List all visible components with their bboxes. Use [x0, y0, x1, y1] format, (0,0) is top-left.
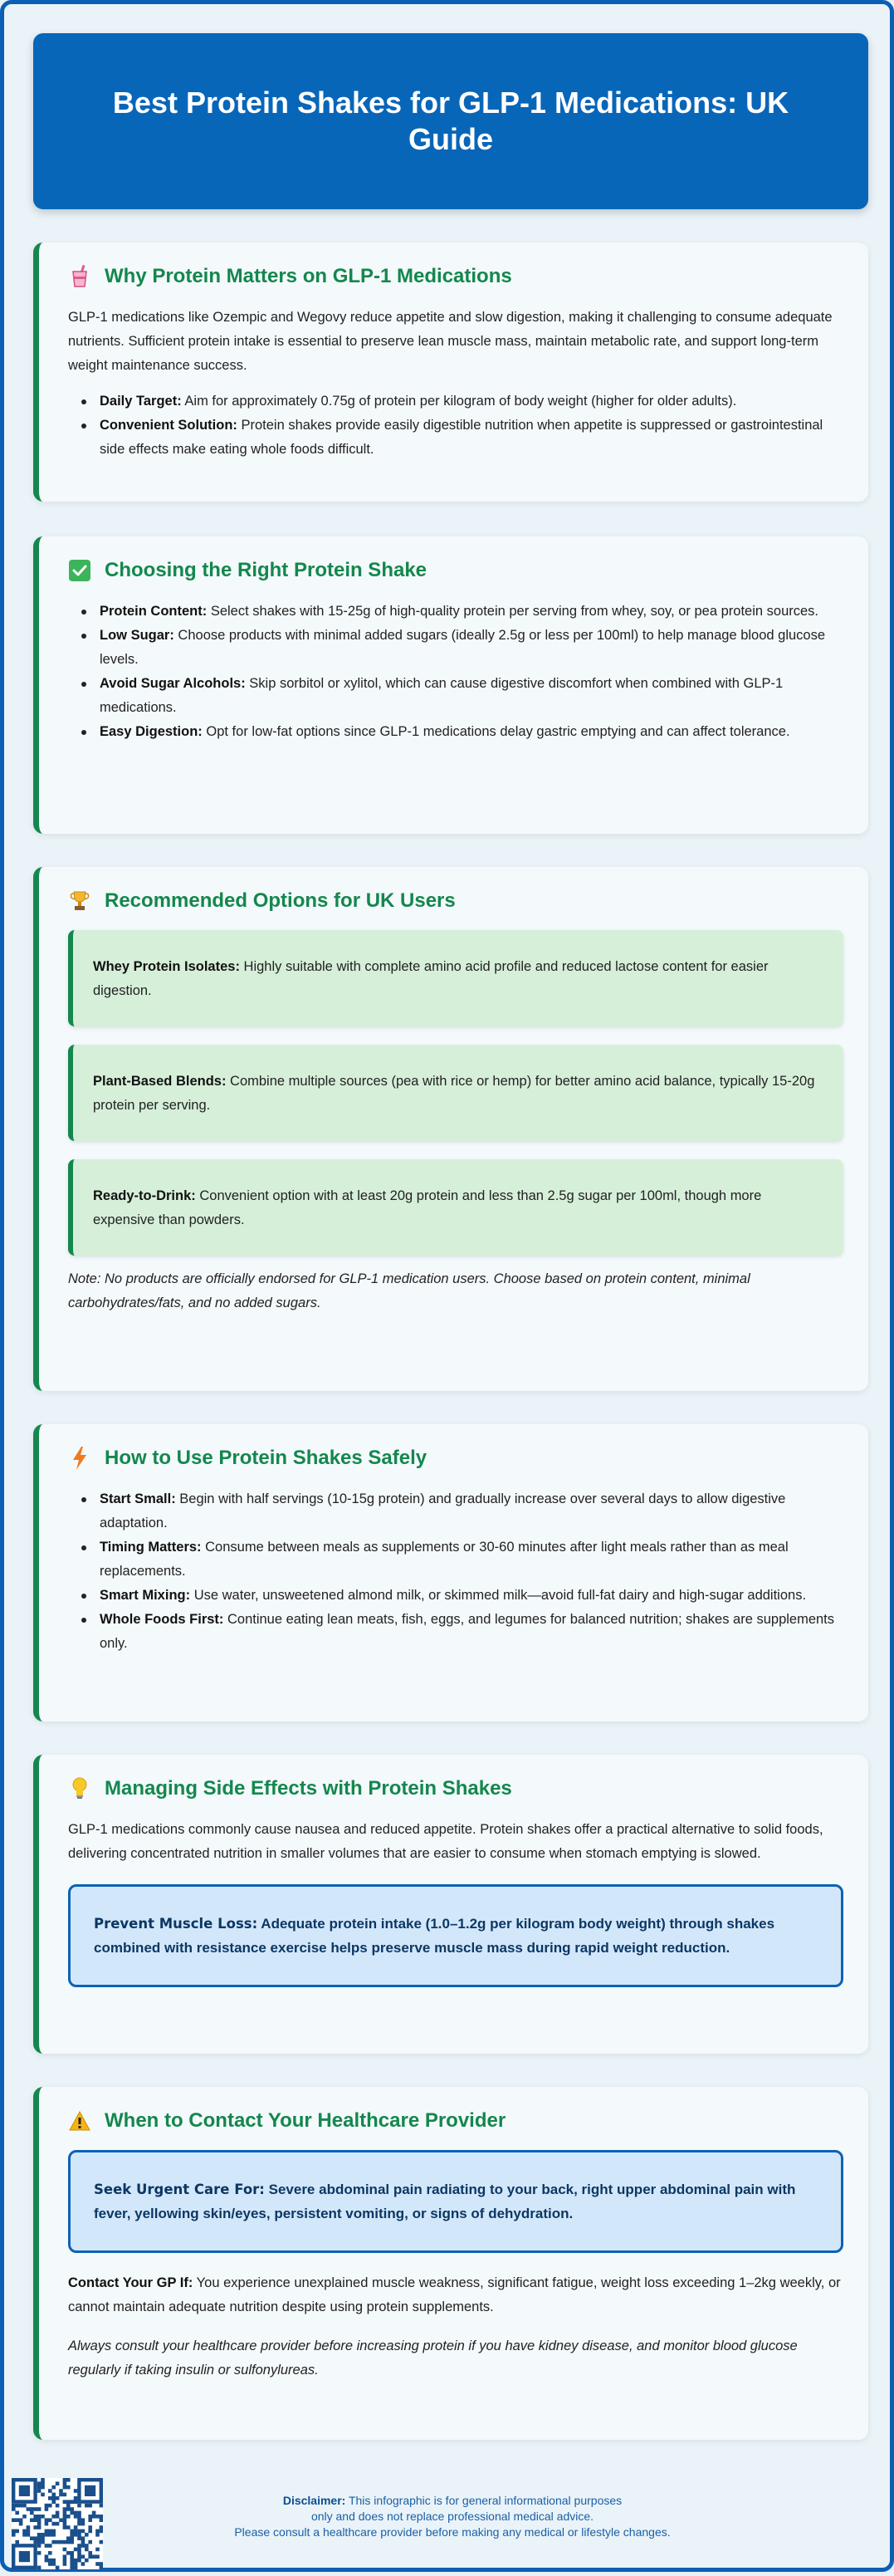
item-label: Timing Matters: [100, 1540, 202, 1555]
section-intro: GLP-1 medications commonly cause nausea and reduced appetite. Protein shakes offer a practical alternative to solid foods, delivering concentrated nutrition in smaller volumes that are easier to consume when stomach emptying is slowed. [68, 1822, 823, 1861]
bullet-list [68, 1487, 843, 1656]
item-text: Select shakes with 15-25g of high-quality protein per serving from whey, soy, or pea protein sources. [207, 604, 819, 619]
option-text: Combine multiple sources (pea with rice or hemp) for better amino acid balance, typically 15-20g protein per serving. [93, 1074, 815, 1113]
list-item [68, 414, 843, 462]
item-text: Choose products with minimal added sugars (ideally 2.5g or less per 100ml) to help manage blood glucose levels. [100, 628, 826, 667]
section-recommended [33, 867, 868, 1391]
item-label: Protein Content: [100, 604, 208, 619]
item-label: Avoid Sugar Alcohols: [100, 676, 246, 691]
bullet-list [68, 389, 843, 462]
trophy-icon [68, 889, 91, 913]
item-label: Daily Target: [100, 394, 182, 409]
section-title: Recommended Options for UK Users [105, 889, 456, 912]
option-label: Ready-to-Drink: [93, 1188, 196, 1203]
item-text: Skip sorbitol or xylitol, which can cause digestive discomfort when combined with GLP-1 medications. [100, 676, 784, 715]
item-text: Use water, unsweetened almond milk, or skimmed milk—avoid full-fat dairy and high-sugar additions. [190, 1588, 807, 1603]
gp-contact-text [68, 2271, 843, 2319]
qr-code-icon[interactable] [12, 2478, 103, 2569]
option-text: Highly suitable with complete amino acid profile and reduced lactose content for easier digestion. [93, 959, 769, 998]
item-text: Aim for approximately 0.75g of protein per kilogram of body weight (higher for older adults). [181, 394, 737, 409]
section-note: Always consult your healthcare provider before increasing protein if you have kidney disease, and monitor blood glucose regularly if taking insulin or sulfonylureas. [68, 2338, 798, 2378]
list-item [68, 1584, 843, 1608]
section-title: Why Protein Matters on GLP-1 Medications [105, 265, 512, 287]
callout-label: Prevent Muscle Loss: [94, 1916, 258, 1932]
footer [4, 2466, 894, 2576]
section-title: How to Use Protein Shakes Safely [105, 1447, 427, 1469]
section-header [68, 887, 843, 915]
gp-label: Contact Your GP If: [68, 2275, 193, 2290]
section-header [68, 1444, 843, 1472]
item-label: Convenient Solution: [100, 418, 237, 433]
disclaimer-line: only and does not replace professional medical advice. [310, 2510, 594, 2523]
item-text: Continue eating lean meats, fish, eggs, and legumes for balanced nutrition; shakes are supplements only. [100, 1612, 835, 1651]
list-item [68, 624, 843, 672]
disclaimer-label: Disclaimer: [282, 2494, 346, 2507]
section-title: Choosing the Right Protein Shake [105, 559, 427, 581]
list-item [68, 1535, 843, 1584]
option-label: Whey Protein Isolates: [93, 959, 240, 974]
bullet-list [68, 600, 843, 744]
section-why-protein [33, 242, 868, 502]
option-card [68, 930, 843, 1026]
urgent-care-callout [68, 2150, 843, 2253]
section-header [68, 262, 843, 291]
warning-icon [68, 2109, 91, 2133]
item-text: Begin with half servings (10-15g protein) and gradually increase over several days to allow digestive adaptation. [100, 1491, 786, 1530]
section-note: Note: No products are officially endorsed for GLP-1 medication users. Choose based on protein content, minimal carbohydrates/fats, and no added sugars. [68, 1271, 750, 1310]
item-label: Easy Digestion: [100, 724, 203, 739]
section-side-effects [33, 1755, 868, 2054]
section-header [68, 556, 843, 585]
list-item [68, 600, 843, 624]
option-card [68, 1159, 843, 1256]
item-text: Consume between meals as supplements or 30-60 minutes after light meals rather than as meal replacements. [100, 1540, 789, 1579]
section-contact-provider [33, 2087, 868, 2440]
page-title: Best Protein Shakes for GLP-1 Medications: UK Guide [112, 86, 789, 156]
disclaimer-line: This infographic is for general informational purposes [345, 2494, 623, 2507]
item-text: Opt for low-fat options since GLP-1 medications delay gastric emptying and can affect tolerance. [202, 724, 790, 739]
section-intro: GLP-1 medications like Ozempic and Wegovy reduce appetite and slow digestion, making it challenging to consume adequate nutrients. Sufficient protein intake is essential to preserve lean muscle mass, maintain metabolic rate, and support long-term weight maintenance success. [68, 310, 833, 373]
cup-with-straw-icon [68, 265, 91, 288]
disclaimer [170, 2493, 735, 2540]
section-header [68, 2107, 843, 2135]
callout-box [68, 1884, 843, 1987]
callout-text: Severe abdominal pain radiating to your back, right upper abdominal pain with fever, yellowing skin/eyes, persistent vomiting, or signs of dehydration. [94, 2182, 796, 2221]
list-item [68, 1487, 843, 1535]
option-text: Convenient option with at least 20g protein and less than 2.5g sugar per 100ml, though more expensive than powders. [93, 1188, 762, 1227]
item-label: Low Sugar: [100, 628, 174, 643]
light-bulb-icon [68, 1777, 91, 1800]
list-item [68, 389, 843, 414]
list-item [68, 672, 843, 720]
callout-text: Adequate protein intake (1.0–1.2g per kilogram body weight) through shakes combined with resistance exercise helps preserve muscle mass during rapid weight reduction. [94, 1916, 775, 1956]
option-card [68, 1045, 843, 1141]
option-label: Plant-Based Blends: [93, 1074, 227, 1089]
item-text: Protein shakes provide easily digestible nutrition when appetite is suppressed or gastrointestinal side effects make eating whole foods difficult. [100, 418, 823, 457]
disclaimer-line: Please consult a healthcare provider before making any medical or lifestyle changes. [234, 2525, 671, 2539]
gp-text: You experience unexplained muscle weakness, significant fatigue, weight loss exceeding 1–2kg weekly, or cannot maintain adequate nutrition despite using protein supplements. [68, 2275, 841, 2314]
section-how-to-use [33, 1424, 868, 1721]
lightning-icon [68, 1447, 91, 1470]
item-label: Whole Foods First: [100, 1612, 224, 1627]
list-item [68, 1608, 843, 1656]
page-header [33, 33, 868, 209]
callout-label: Seek Urgent Care For: [94, 2182, 265, 2197]
section-header [68, 1775, 843, 1803]
item-label: Start Small: [100, 1491, 176, 1506]
section-choosing [33, 536, 868, 834]
section-title: Managing Side Effects with Protein Shakes [105, 1777, 512, 1800]
check-mark-icon [68, 559, 91, 582]
section-title: When to Contact Your Healthcare Provider [105, 2109, 506, 2132]
list-item [68, 720, 843, 744]
item-label: Smart Mixing: [100, 1588, 191, 1603]
